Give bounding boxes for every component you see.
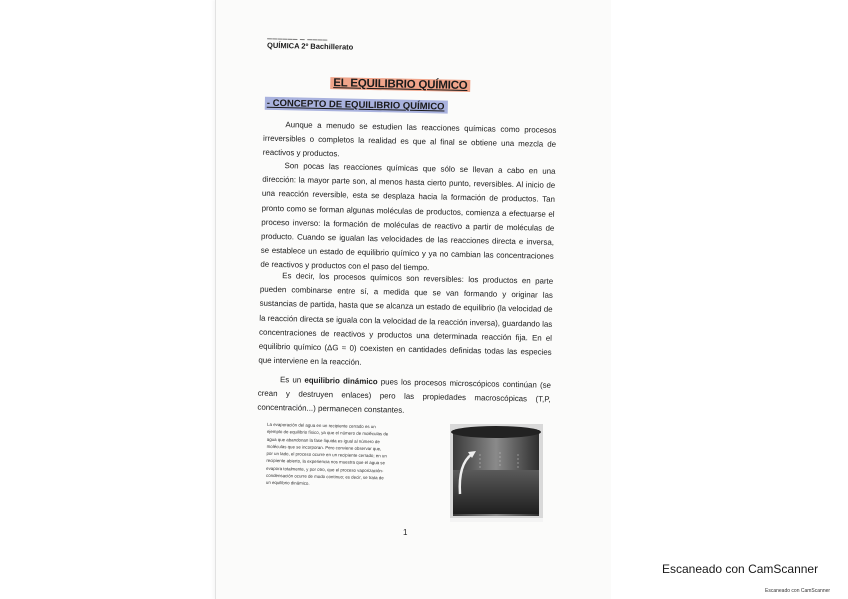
document-header: QUÍMICA 2º Bachillerato — [266, 40, 354, 52]
paragraph-2-text: Son pocas las reacciones químicas que sólo se llevan a cabo en una dirección: la mayor parte son, al menos hasta cierto punto, reversibles. Al inicio de una reacción reversible, esta se desplaza hacia la formación de productos. Tan pronto como se forman algunas moléculas de productos, comienza a efectuarse el proceso inverso: la formación de moléculas de reactivo a partir de moléculas de producto. Cuando se igualan las velocidades de las reacciones directa e inversa, se establece un estado de equilibrio químico y ya no cambian las concentraciones de reactivos y productos con el paso del tiempo. — [260, 161, 556, 273]
section-heading: - CONCEPTO DE EQUILIBRIO QUÍMICO — [265, 97, 448, 114]
paragraph-4-end: pues los procesos microscópicos continúan (se crean y destruyen enlaces) pero las propiedades macroscópicas (T,P, concentración...) permanecen constantes. — [257, 377, 552, 416]
beaker-photo — [450, 424, 543, 522]
camscanner-watermark-small: Escaneado con CamScanner — [765, 588, 831, 594]
bold-term: equilibrio dinámico — [304, 375, 378, 387]
paragraph-2 — [260, 159, 555, 279]
header-cut-text: ▁▁▁▁▁▁ ▁ ▁▁▁▁ — [267, 33, 328, 42]
paragraph-3 — [258, 269, 553, 375]
document-title: EL EQUILIBRIO QUÍMICO — [330, 77, 470, 92]
page-number: 1 — [403, 528, 408, 537]
figure-caption: La evaporación del agua en un recipiente cerrado es un ejemplo de equilibrio físico, ya que el número de moléculas de agua que abandonan la fase líquida es igual al número de moléculas que se incorporan. Pero conviene observar que, por un lado, el proceso ocurre en un recipiente cerrado; en un recipiente abierto, la experiencia nos muestra que el agua se evapora totalmente, y por otro, que el proceso vaporización-condensación ocurre de modo continuo; es decir, se trata de un equilibrio dinámico. — [265, 421, 389, 487]
paragraph-4 — [257, 373, 551, 422]
paragraph-1-text: Aunque a menudo se estudien las reacciones químicas como procesos irreversibles o completos la realidad es que al final se obtiene una mezcla de reactivos y productos. — [262, 120, 557, 159]
paragraph-4-start: Es un — [279, 375, 305, 385]
paragraph-3-text: Es decir, los procesos químicos son reversibles: los productos en parte pueden combinarse entre sí, a medida que se van formando y originar las sustancias de partida, hasta que se alcanza un estado de equilibrio (la velocidad de la reacción directa se iguala con la velocidad de la reacción inversa), guardando las concentraciones de reactivos y productos una determinada reacción fija. En el equilibrio químico (ΔG = 0) coexisten en cantidades definidas todas las especies que interviene en la reacción. — [258, 271, 554, 368]
camscanner-watermark: Escaneado con CamScanner — [662, 562, 819, 576]
